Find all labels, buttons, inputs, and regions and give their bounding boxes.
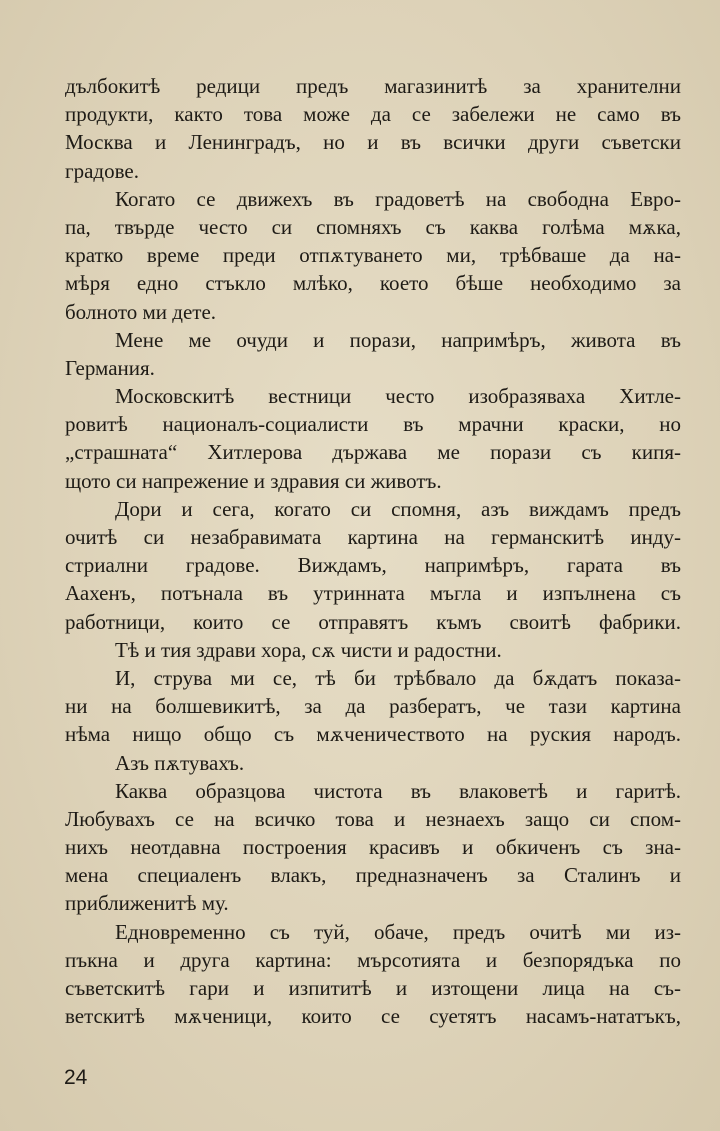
text-line: приближенитѣ му. <box>65 891 229 916</box>
text-line: Московскитѣ вестници често изобразяваха Хитле- <box>115 384 681 409</box>
text-line: И, струва ми се, тѣ би трѣбвало да бѫдатъ показа- <box>115 665 681 690</box>
text-line: ветскитѣ мѫченици, които се суетятъ насамъ-нататъкъ, <box>65 1004 681 1029</box>
text-line: Дори и сега, когато си спомня, азъ виждамъ предъ <box>115 496 681 521</box>
text-line: нихъ неотдавна построения красивъ и обкиченъ съ зна- <box>65 835 681 860</box>
text-line: Мене ме очуди и порази, напримѣръ, живота въ <box>115 327 681 352</box>
text-line: мена специаленъ влакъ, предназначенъ за Сталинъ и <box>65 863 681 888</box>
text-line: мѣря едно стъкло млѣко, което бѣше необходимо за <box>65 271 681 296</box>
text-line: щото си напрежение и здравия си животъ. <box>65 468 442 493</box>
text-line: Москва и Ленинградъ, но и въ всички други съветски <box>65 130 681 155</box>
text-line: стриални градове. Виждамъ, напримѣръ, гарата въ <box>65 553 681 578</box>
text-line: дълбокитѣ редици предъ магазинитѣ за хранителни <box>65 74 681 98</box>
text-line: очитѣ си незабравимата картина на германскитѣ инду- <box>65 525 681 549</box>
text-line: Каква образцова чистота въ влаковетѣ и гаритѣ. <box>115 778 681 803</box>
page-number: 24 <box>64 1066 88 1089</box>
text-line: па, твърде често си спомняхъ съ каква голѣма мѫка, <box>65 214 681 239</box>
text-line: ровитѣ националъ-социалисти въ мрачни краски, но <box>65 412 681 437</box>
body-text <box>65 72 681 1030</box>
text-line: Тѣ и тия здрави хора, сѫ чисти и радостни. <box>115 637 502 662</box>
text-line: кратко време преди отпѫтуването ми, трѣбваше да на- <box>65 243 681 268</box>
text-line: съветскитѣ гари и изпититѣ и изтощени лица на съ- <box>65 976 681 1000</box>
text-line: Германия. <box>65 355 155 380</box>
text-line: градове. <box>65 158 139 183</box>
text-line: Азъ пѫтувахъ. <box>115 750 245 775</box>
text-line: работници, които се отправятъ къмъ своитѣ фабрики. <box>65 609 681 634</box>
text-line: Аахенъ, потънала въ утринната мъгла и изпълнена съ <box>65 581 681 606</box>
text-line: болното ми дете. <box>65 299 217 324</box>
text-line: Любувахъ се на всичко това и незнаехъ защо си спом- <box>65 806 681 831</box>
text-line: „страшната“ Хитлерова държава ме порази съ кипя- <box>65 440 681 465</box>
text-line: Едновременно съ туй, обаче, предъ очитѣ ми из- <box>115 919 681 944</box>
text-line: Когато се движехъ въ градоветѣ на свободна Евро- <box>115 186 681 211</box>
text-line: нѣма нищо общо съ мѫченичеството на руския народъ. <box>65 722 681 747</box>
text-line: ни на болшевикитѣ, за да разбератъ, че тази картина <box>65 694 681 719</box>
text-line: пъкна и друга картина: мърсотията и безпорядъка по <box>65 947 681 972</box>
text-line: продукти, както това може да се забележи не само въ <box>65 102 681 127</box>
